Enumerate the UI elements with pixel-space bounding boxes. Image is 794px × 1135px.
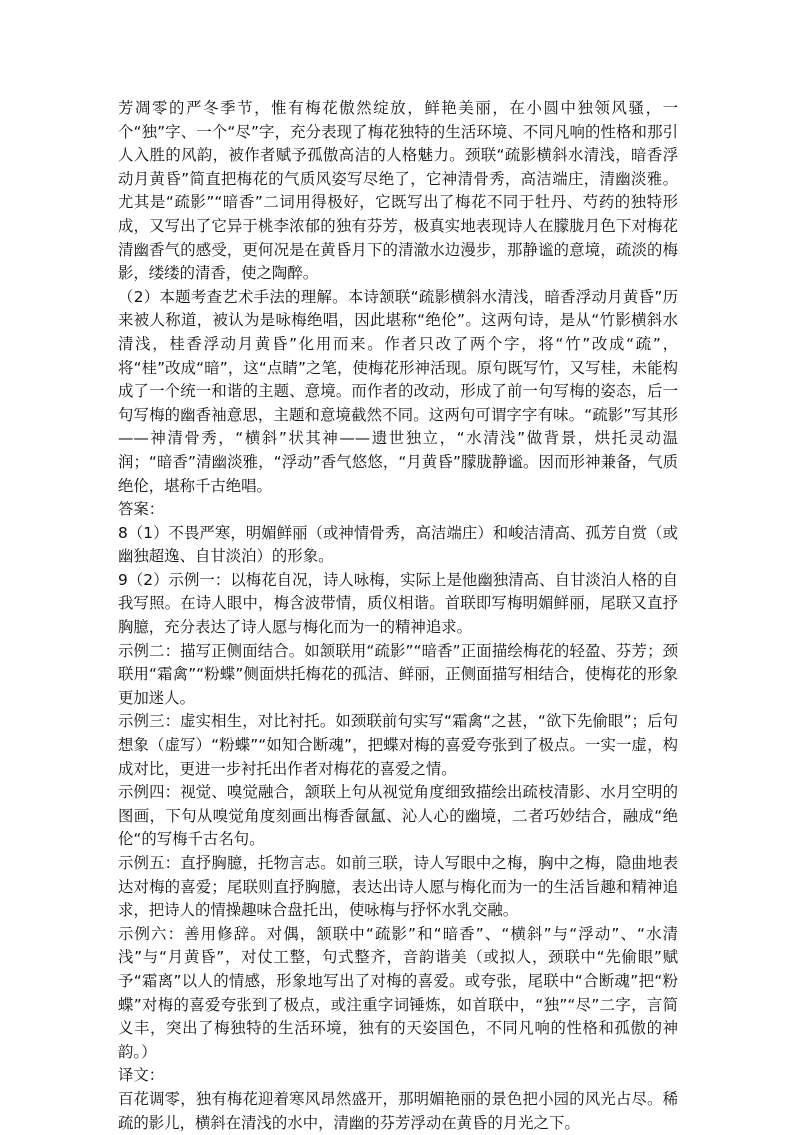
paragraph-analysis-continued: 芳凋零的严冬季节，惟有梅花傲然绽放，鲜艳美丽，在小圆中独领风骚，一个“独”字、一个“尽”字，充分表现了梅花独特的生活环境、不同凡响的性格和那引人入胜的风韵，被作者赋予孤傲高洁的人格魅力。颈联“疏影横斜水清浅，暗香浮动月黄昏”简直把梅花的气质风姿写尽绝了，它神清骨秀，高洁端庄，清幽淡雅。尤其是“疏影”“暗香”二词用得极好，它既写出了梅花不同于牡丹、芍药的独特形成，又写出了它异于桃李浓郁的独有芬芳，极真实地表现诗人在朦胧月色下对梅花清幽香气的感受，更何况是在黄昏月下的清澈水边漫步，那静谧的意境，疏淡的梅影，缕缕的清香，使之陶醉。	[118, 99, 678, 283]
translation-text: 百花调零，独有梅花迎着寒风昂然盛开，那明媚艳丽的景色把小园的风光占尽。稀疏的影儿，横斜在清浅的水中，清幽的芬芳浮动在黄昏的月光之下。	[118, 1089, 678, 1132]
answer-9-example-1: 9（2）示例一：以梅花自况，诗人咏梅，实际上是他幽独清高、自甘淡泊人格的自我写照。在诗人眼中，梅含波带情，质仪相谐。首联即写梅明媚鲜丽，尾联又直抒胸臆，充分表达了诗人愿与梅化而为一的精神追求。	[118, 570, 678, 637]
document-page	[118, 97, 678, 1135]
translation-heading: 译文：	[118, 1066, 165, 1085]
answer-heading: 答案：	[118, 500, 165, 519]
answer-9-example-4: 示例四：视觉、嗅觉融合，颔联上句从视觉角度细致描绘出疏枝清影、水月空明的图画，下句从嗅觉角度刻画出梅香氤氲、沁人心的幽境，二者巧妙结合，融成“绝伦“的写梅千古名句。	[118, 783, 678, 849]
answer-9-example-2: 示例二：描写正侧面结合。如颔联用“疏影”“暗香”正面描绘梅花的轻盈、芬芳；颈联用“霜禽”“粉蝶”侧面烘托梅花的孤洁、鲜丽，正侧面描写相结合，使梅花的形象更加迷人。	[118, 641, 678, 707]
answer-9-example-5: 示例五：直抒胸臆，托物言志。如前三联，诗人写眼中之梅，胸中之梅，隐曲地表达对梅的喜爱；尾联则直抒胸臆，表达出诗人愿与梅化而为一的生活旨趣和精神追求，把诗人的情操趣味合盘托出，使咏梅与抒怀水乳交融。	[118, 854, 678, 920]
answer-9-example-6: 示例六：善用修辞。对偶，颔联中“疏影”和“暗香”、“横斜”与“浮动”、“水清浅”与“月黄昏”，对仗工整，句式整齐，音韵谐美（或拟人，颈联中“先偷眼”赋予“霜离”以人的情感，形象地写出了对梅的喜爱。或夸张，尾联中“合断魂”把“粉蝶”对梅的喜爱夸张到了极点，或注重字词锤炼，如首联中，“独”“尽”二字，言简义丰，突出了梅独特的生活环境，独有的天姿国色，不同凡响的性格和孤傲的神韵。）	[118, 924, 678, 1061]
answer-8: 8（1）不畏严寒，明媚鲜丽（或神情骨秀，高洁端庄）和峻洁清高、孤芳自赏（或幽独超逸、自甘淡泊）的形象。	[118, 523, 678, 566]
answer-9-example-3: 示例三：虚实相生，对比衬托。如颈联前句实写“霜禽“之甚，“欲下先偷眼”；后句想象（虚写）“粉蝶”“如知合断魂”，把蝶对梅的喜爱夸张到了极点。一实一虚，构成对比，更进一步衬托出作者对梅花的喜爱之情。	[118, 712, 678, 778]
paragraph-question-2-analysis: （2）本题考查艺术手法的理解。本诗颔联“疏影横斜水清浅，暗香浮动月黄昏”历来被人称道，被认为是咏梅绝唱，因此堪称“绝伦”。这两句诗，是从“竹影横斜水清浅，桂香浮动月黄昏”化用而来。作者只改了两个字，将“竹”改成“疏”，将“桂”改成“暗”，这“点睛”之笔，使梅花形神活现。原句既写竹，又写桂，未能构成了一个统一和谐的主题、意境。而作者的改动，形成了前一句写梅的姿态，后一句写梅的幽香袖意思，主题和意境截然不同。这两句可谓字字有味。“疏影”写其形——神清骨秀，“横斜”状其神——遗世独立，“水清浅”做背景，烘托灵动温润；“暗香”清幽淡雅，“浮动”香气悠悠，“月黄昏”朦胧静谧。因而形神兼备，气质绝伦，堪称千古绝唱。	[118, 287, 678, 495]
